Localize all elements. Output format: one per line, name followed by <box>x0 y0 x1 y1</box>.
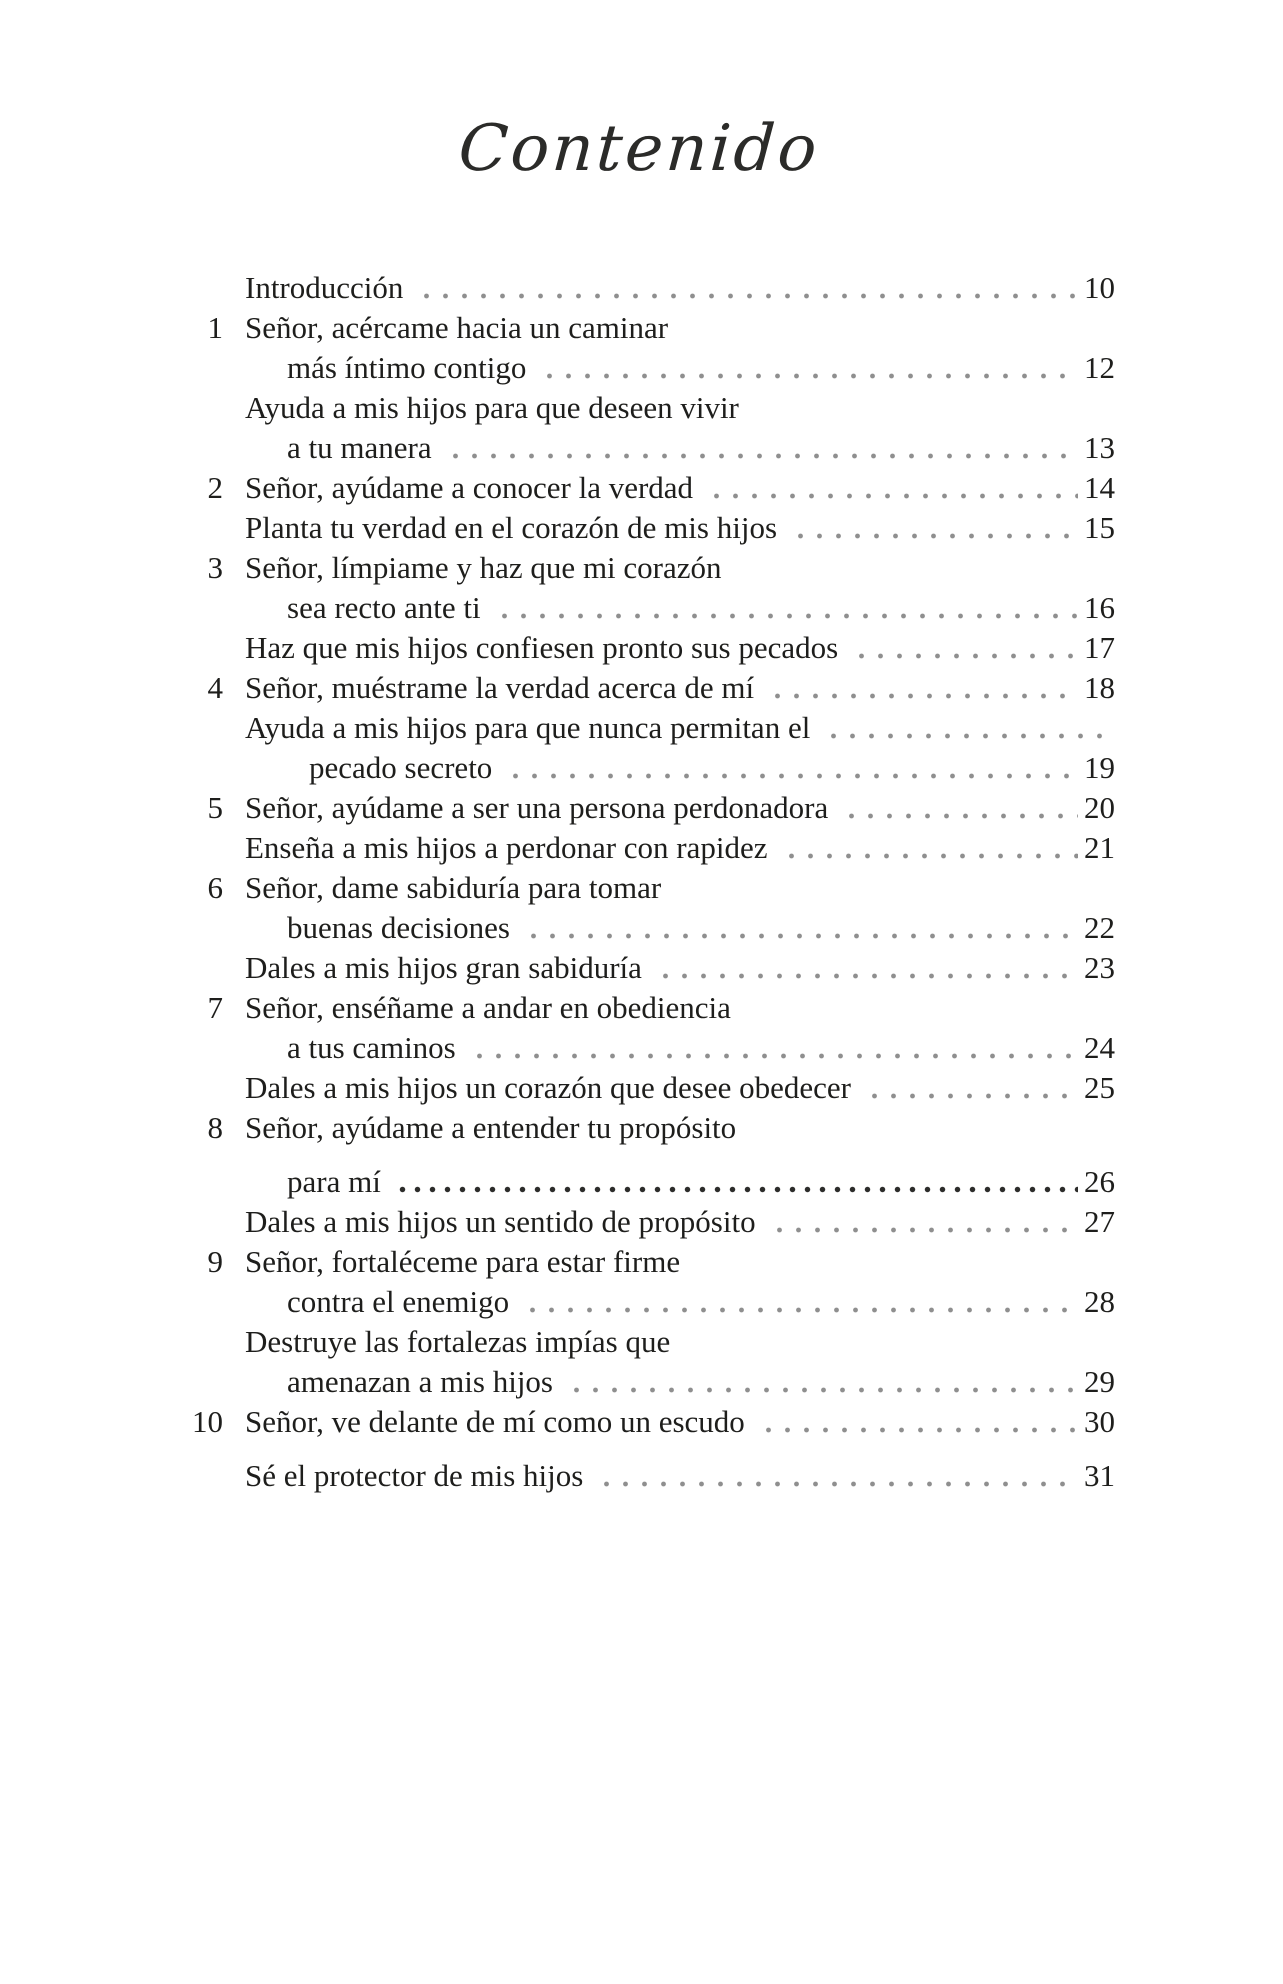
entry-title: Señor, enséñame a andar en obediencia <box>245 990 731 1025</box>
toc-entry <box>153 708 1115 748</box>
dot-leader <box>495 588 1078 628</box>
page-number: 18 <box>1084 670 1115 705</box>
dot-leader <box>707 468 1078 508</box>
entry-title: Dales a mis hijos un sentido de propósito <box>245 1204 756 1239</box>
entry-title: Enseña a mis hijos a perdonar con rapidez <box>245 830 768 865</box>
toc-entry <box>153 268 1115 308</box>
page-number: 30 <box>1084 1404 1115 1439</box>
entry-title: buenas decisiones <box>287 910 510 945</box>
toc-entry <box>153 748 1115 788</box>
entry-title: Introducción <box>245 270 404 305</box>
entry-title: Señor, acércame hacia un caminar <box>245 310 669 345</box>
entry-title: Destruye las fortalezas impías que <box>245 1324 671 1359</box>
toc-entry <box>153 468 1115 508</box>
toc-entry <box>153 1068 1115 1108</box>
toc-entry <box>153 388 1115 428</box>
dot-leader <box>506 748 1078 788</box>
toc-entry <box>153 988 1115 1028</box>
page-number: 13 <box>1084 430 1115 465</box>
dot-leader <box>682 308 1109 348</box>
page-number: 25 <box>1084 1070 1115 1105</box>
page-number: 22 <box>1084 910 1115 945</box>
dot-leader <box>842 788 1078 828</box>
dot-leader <box>824 708 1109 748</box>
entry-title: Señor, muéstrame la verdad acerca de mí <box>245 670 755 705</box>
page-number: 31 <box>1084 1458 1115 1493</box>
entry-title: Dales a mis hijos un corazón que desee obedecer <box>245 1070 851 1105</box>
chapter-number: 9 <box>207 1244 223 1279</box>
page-number: 23 <box>1084 950 1115 985</box>
toc-entry <box>153 348 1115 388</box>
entry-title: Señor, fortaléceme para estar firme <box>245 1244 681 1279</box>
dot-leader <box>759 1402 1078 1442</box>
page-number: 21 <box>1084 830 1115 865</box>
toc-entry <box>153 308 1115 348</box>
chapter-number: 6 <box>207 870 223 905</box>
entry-title: Señor, dame sabiduría para tomar <box>245 870 662 905</box>
toc-entry <box>153 428 1115 468</box>
dot-leader <box>791 508 1078 548</box>
page-title: Contenido <box>456 112 822 186</box>
dot-leader <box>446 428 1078 468</box>
toc-entry <box>153 548 1115 588</box>
entry-title: Señor, ayúdame a entender tu propósito <box>245 1110 737 1145</box>
entry-title: a tu manera <box>287 430 432 465</box>
page-number: 27 <box>1084 1204 1115 1239</box>
page-number: 14 <box>1084 470 1115 505</box>
chapter-number: 2 <box>207 470 223 505</box>
dot-leader <box>770 1202 1078 1242</box>
toc-entry <box>153 948 1115 988</box>
dot-leader <box>395 1162 1078 1202</box>
entry-title: Señor, ayúdame a conocer la verdad <box>245 470 694 505</box>
page-number: 19 <box>1084 750 1115 785</box>
dot-leader <box>675 868 1109 908</box>
toc-entry <box>153 1402 1115 1442</box>
chapter-number: 8 <box>207 1110 223 1145</box>
page-number: 20 <box>1084 790 1115 825</box>
dot-leader <box>684 1322 1109 1362</box>
dot-leader <box>470 1028 1078 1068</box>
dot-leader <box>768 668 1078 708</box>
dot-leader <box>753 388 1109 428</box>
chapter-number: 10 <box>192 1404 223 1439</box>
toc-entry <box>153 1108 1115 1148</box>
entry-title: sea recto ante ti <box>287 590 481 625</box>
entry-title: Señor, límpiame y haz que mi corazón <box>245 550 722 585</box>
table-of-contents <box>153 268 1115 1496</box>
page-number: 26 <box>1084 1164 1115 1199</box>
chapter-number: 1 <box>207 310 223 345</box>
dot-leader <box>567 1362 1078 1402</box>
dot-leader <box>852 628 1078 668</box>
page-number: 16 <box>1084 590 1115 625</box>
dot-leader <box>694 1242 1109 1282</box>
toc-entry <box>153 1242 1115 1282</box>
page-number: 28 <box>1084 1284 1115 1319</box>
entry-title: para mí <box>287 1164 381 1199</box>
dot-leader <box>524 908 1078 948</box>
toc-entry <box>153 828 1115 868</box>
dot-leader <box>523 1282 1078 1322</box>
dot-leader <box>750 1108 1109 1148</box>
entry-title: Planta tu verdad en el corazón de mis hijos <box>245 510 778 545</box>
entry-title: Dales a mis hijos gran sabiduría <box>245 950 642 985</box>
dot-leader <box>656 948 1078 988</box>
entry-title: Ayuda a mis hijos para que nunca permitan el <box>245 710 811 745</box>
dot-leader <box>417 268 1078 308</box>
entry-title: Señor, ve delante de mí como un escudo <box>245 1404 745 1439</box>
page-number: 29 <box>1084 1364 1115 1399</box>
entry-title: Señor, ayúdame a ser una persona perdonadora <box>245 790 829 825</box>
dot-leader <box>865 1068 1078 1108</box>
entry-title: Ayuda a mis hijos para que deseen vivir <box>245 390 739 425</box>
entry-title: Haz que mis hijos confiesen pronto sus pecados <box>245 630 839 665</box>
toc-entry <box>153 588 1115 628</box>
toc-entry <box>153 508 1115 548</box>
toc-entry <box>153 1162 1115 1202</box>
page-number: 17 <box>1084 630 1115 665</box>
toc-entry <box>153 1202 1115 1242</box>
dot-leader <box>782 828 1078 868</box>
toc-entry <box>153 1282 1115 1322</box>
chapter-number: 4 <box>207 670 223 705</box>
chapter-number: 7 <box>207 990 223 1025</box>
toc-entry <box>153 1362 1115 1402</box>
entry-title: a tus caminos <box>287 1030 456 1065</box>
toc-entry <box>153 788 1115 828</box>
toc-entry <box>153 628 1115 668</box>
entry-title: contra el enemigo <box>287 1284 510 1319</box>
entry-title: Sé el protector de mis hijos <box>245 1458 584 1493</box>
page-number: 10 <box>1084 270 1115 305</box>
dot-leader <box>736 548 1109 588</box>
page-number: 24 <box>1084 1030 1115 1065</box>
chapter-number: 3 <box>207 550 223 585</box>
page-number: 12 <box>1084 350 1115 385</box>
chapter-number: 5 <box>207 790 223 825</box>
entry-title: amenazan a mis hijos <box>287 1364 553 1399</box>
toc-entry <box>153 908 1115 948</box>
toc-entry <box>153 668 1115 708</box>
page-number: 15 <box>1084 510 1115 545</box>
toc-entry <box>153 1028 1115 1068</box>
toc-entry <box>153 1322 1115 1362</box>
toc-entry <box>153 1456 1115 1496</box>
toc-entry <box>153 868 1115 908</box>
dot-leader <box>540 348 1078 388</box>
entry-title: más íntimo contigo <box>287 350 527 385</box>
dot-leader <box>597 1456 1078 1496</box>
entry-title: pecado secreto <box>309 750 493 785</box>
dot-leader <box>745 988 1109 1028</box>
